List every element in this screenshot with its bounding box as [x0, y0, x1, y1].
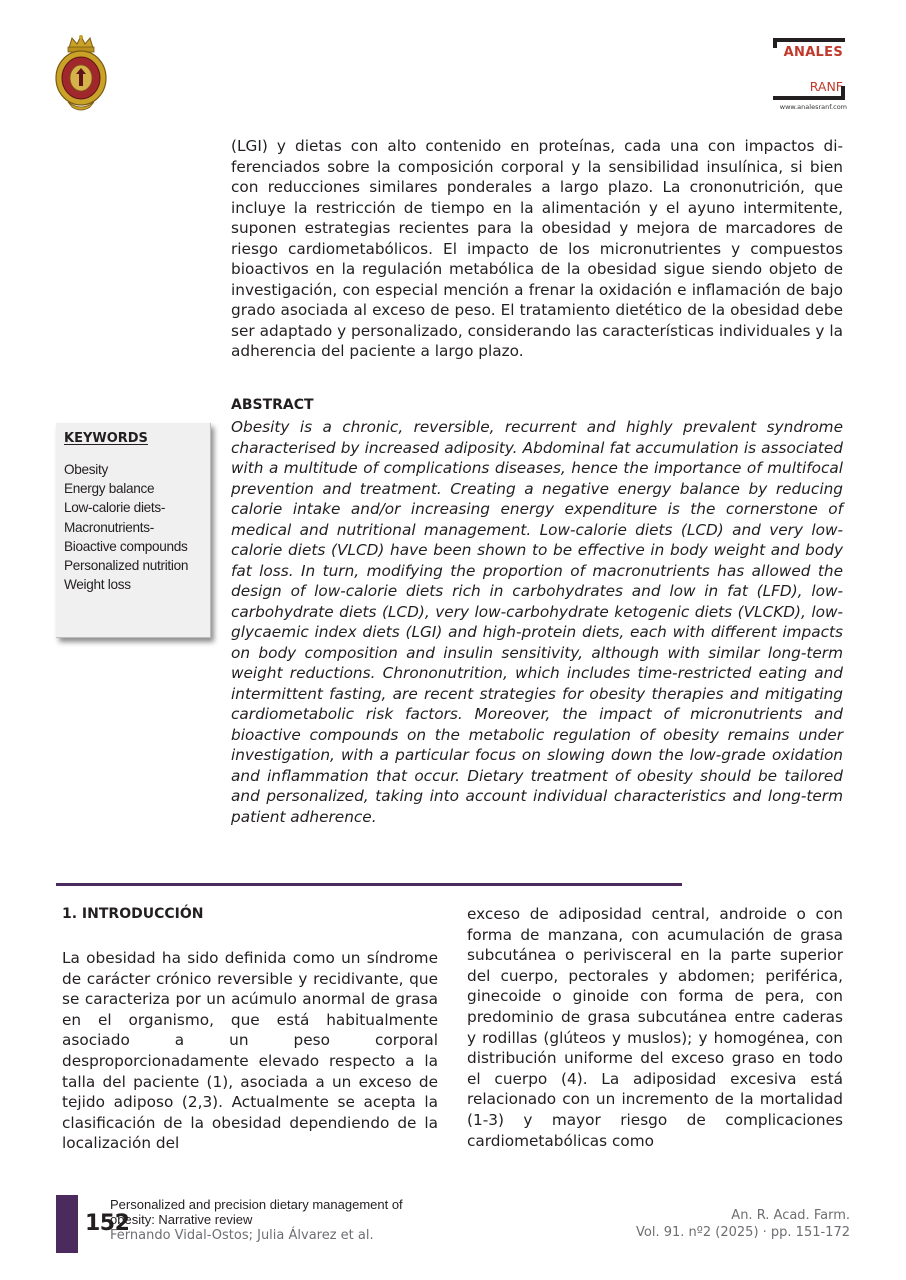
- abstract-heading: ABSTRACT: [231, 397, 314, 413]
- logo-subtitle: RANF: [809, 79, 843, 94]
- keyword-item: Weight loss: [64, 577, 131, 593]
- keywords-box: [56, 423, 211, 638]
- section-heading: 1. INTRODUCCIÓN: [62, 906, 204, 922]
- logo-bracket-bottom: [773, 86, 845, 100]
- journal-logo: [735, 34, 853, 118]
- abstract-text: Obesity is a chronic, reversible, recurrent and highly prevalent syndrome characterised by increased adiposity. Abdominal fat accumulation is associated with a multitude of complications diseases, hence the importance of multifocal prevention and treatment. Creating a negative energy balance by reducing calorie intake and/or increasing energy expenditure is the cornerstone of medical and nutritional management. Low-calorie diets (LCD) and very low-calorie diets (VLCD) have been shown to be effective in body weight and body fat loss. In turn, modifying the proportion of macronutrients has allowed the design of low-calorie diets rich in carbohydrates and low in fat (LFD), low-carbohydrate diets (LCD), very low-carbohydrate ketogenic diets (VLCKD), low-glycaemic index diets (LGI) and high-protein diets, each with different impacts on body composition and insulin sensitivity, although with similar long-term weight reductions. Chrononutrition, which includes time-restricted eating and intermittent fasting, are recent strategies for obesity therapies and mitigating cardiometabolic risk factors. Moreover, the impact of micronutrients and bioactive compounds on the metabolic regulation of obesity remains under investigation, with a particular focus on slowing down the low-grade oxidation and inflammation that occur. Dietary treatment of obesity should be tailored and personalized, taking into account individual characteristics and long-term patient adherence.: [231, 418, 843, 826]
- section-divider: [56, 883, 682, 886]
- academy-crest-logo: [52, 34, 110, 112]
- footer-article-title: Personalized and precision dietary management of obesity: Narrative review: [110, 1197, 403, 1227]
- keyword-item: Personalized nutrition: [64, 558, 189, 574]
- journal-name: An. R. Acad. Farm.: [731, 1208, 850, 1223]
- logo-name: ANALES: [783, 45, 843, 60]
- journal-url: www.analesranf.com: [779, 103, 847, 111]
- body-column-right: exceso de adiposidad central, androide o con forma de manzana, con acumulación de grasa subcutánea o perivisceral en la parte superior del cuerpo, pectorales y abdomen; periférica, ginecoide o ginoide con forma de pera, con predominio de grasa subcutánea entre caderas y rodillas (glúteos y muslos); y homogénea, con distribución uniforme del exceso graso en todo el cuerpo (4). La adiposidad excesiva está relacionado con un incremento de la mortalidad (1-3) y mayor riesgo de complicaciones cardiometabólicas como: [467, 905, 843, 1150]
- keyword-item: Macronutrients-: [64, 519, 154, 535]
- footer-authors: Fernando Vidal-Ostos; Julia Álvarez et al.: [110, 1228, 374, 1243]
- spanish-abstract-continuation: (LGI) y dietas con alto contenido en proteínas, cada una con impactos diferenciados sobre la composición corporal y la sensibilidad insulínica, si bien con reducciones similares ponderales a largo plazo. La crononutrición, que incluye la restricción de tiempo en la alimentación y el ayuno intermitente, suponen estrategias recientes para la obesidad y mejora de marcadores de riesgo cardiometabólicos. El impacto de los micronutrientes y compuestos bioactivos en la regulación metabólica de la obesidad sigue siendo objeto de investigación, con especial mención a frenar la oxidación e inflamación de bajo grado asociada al exceso de peso. El tratamiento dietético de la obesidad debe ser adaptado y personalizado, considerando las características individuales y la adherencia del paciente a largo plazo.: [231, 137, 843, 360]
- footer-accent-bar: [56, 1195, 78, 1253]
- keywords-heading: KEYWORDS: [64, 431, 148, 446]
- keywords-list: [64, 460, 202, 594]
- journal-volume: Vol. 91. nº2 (2025) · pp. 151-172: [636, 1225, 850, 1240]
- keyword-item: Obesity: [64, 462, 108, 477]
- footer-journal-info: [636, 1207, 850, 1241]
- page-number: 152: [85, 1211, 130, 1236]
- body-column-left: La obesidad ha sido definida como un síndrome de carácter crónico reversible y recidivante, que se caracteriza por un acúmulo anormal de grasa en el organismo, que está habitualmente asociado a un peso corporal desproporcionadamente elevado respecto a la talla del paciente (1), asociada a un exceso de tejido adiposo (2,3). Actualmente se acepta la clasificación de la obesidad dependiendo de la localización del: [62, 949, 438, 1153]
- keyword-item: Low-calorie diets-: [64, 500, 166, 516]
- keyword-item: Bioactive compounds: [64, 538, 188, 554]
- keyword-item: Energy balance: [64, 481, 155, 497]
